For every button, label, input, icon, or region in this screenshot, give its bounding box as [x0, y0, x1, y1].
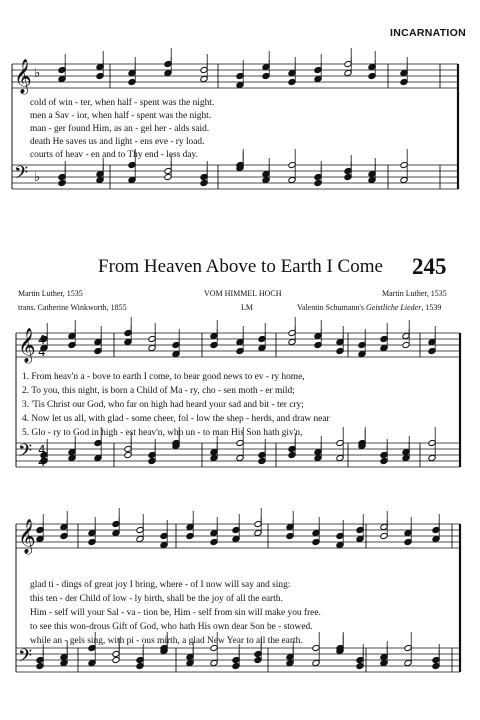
time-signature-bottom: 4	[38, 455, 46, 469]
composer: Martin Luther, 1535	[382, 289, 447, 298]
verse-line: 4. Now let us all, with glad - some cheer, fol - low the shep - herds, and draw near	[22, 414, 330, 424]
prev-lyric-line: death He saves us and light - ens eve - ry load.	[30, 137, 205, 147]
verse-line: 1. From heav'n a - bove to earth I come, to bear good news to ev - ry home,	[22, 372, 305, 382]
meter: LM	[241, 303, 253, 312]
time-signature-top: 4	[38, 443, 46, 457]
verse-line: to see this won-drous Gift of God, who hath His own dear Son be - stowed.	[30, 622, 313, 632]
verse-line: 2. To you, this night, is born a Child of Ma - ry, cho - sen moth - er mild;	[22, 386, 295, 396]
bass-clef-icon: 𝄢	[14, 163, 29, 188]
treble-clef-icon: 𝄞	[18, 519, 36, 554]
hymn-number: 245	[412, 254, 447, 279]
flat-icon: ♭	[34, 66, 41, 81]
time-signature-top: 4	[38, 333, 46, 347]
verse-line: 3. 'Tis Christ our God, who far on high had heard your sad and bit - ter cry;	[22, 400, 304, 410]
verse-line: 5. Glo - ry to God in high - est heav'n, who un - to man His Son hath giv'n,	[22, 428, 303, 438]
verse-line: this ten - der Child of low - ly birth, shall be the joy of all the earth.	[30, 594, 283, 604]
section-heading: INCARNATION	[389, 27, 466, 39]
verse-line: Him - self will your Sal - va - tion be, Him - self from sin will make you free.	[30, 608, 321, 618]
prev-lyric-line: men a Sav - ior, when half - spent was the night.	[30, 111, 212, 121]
harmony-source-line	[297, 303, 441, 312]
prev-lyric-line: cold of win - ter, when half - spent was the night.	[30, 98, 215, 108]
treble-clef-icon: 𝄞	[14, 59, 32, 94]
prev-lyric-line: man - ger found Him, as an - gel her - alds said.	[30, 124, 210, 134]
verse-line: while an - gels sing, with pi - ous mirth, a glad New Year to all the earth.	[30, 636, 303, 646]
harmony-year: , 1539	[421, 303, 442, 312]
harmony-source: Geistliche Lieder	[366, 303, 422, 312]
flat-icon: ♭	[34, 170, 41, 185]
time-signature-bottom: 4	[38, 345, 46, 359]
treble-clef-icon: 𝄞	[18, 328, 36, 363]
tune-name: VOM HIMMEL HOCH	[204, 289, 282, 298]
translator: trans. Catherine Winkworth, 1855	[18, 303, 127, 312]
verse-line: glad ti - dings of great joy I bring, where - of I now will say and sing:	[30, 580, 291, 590]
prev-lyric-line: courts of heav - en and to Thy end - less day.	[30, 150, 198, 160]
bass-clef-icon: 𝄢	[18, 646, 33, 671]
bass-clef-icon: 𝄢	[18, 441, 33, 466]
harmony-prefix: Valentin Schumann's	[297, 303, 366, 312]
text-author: Martin Luther, 1535	[18, 289, 83, 298]
hymn-title: From Heaven Above to Earth I Come	[98, 256, 383, 277]
